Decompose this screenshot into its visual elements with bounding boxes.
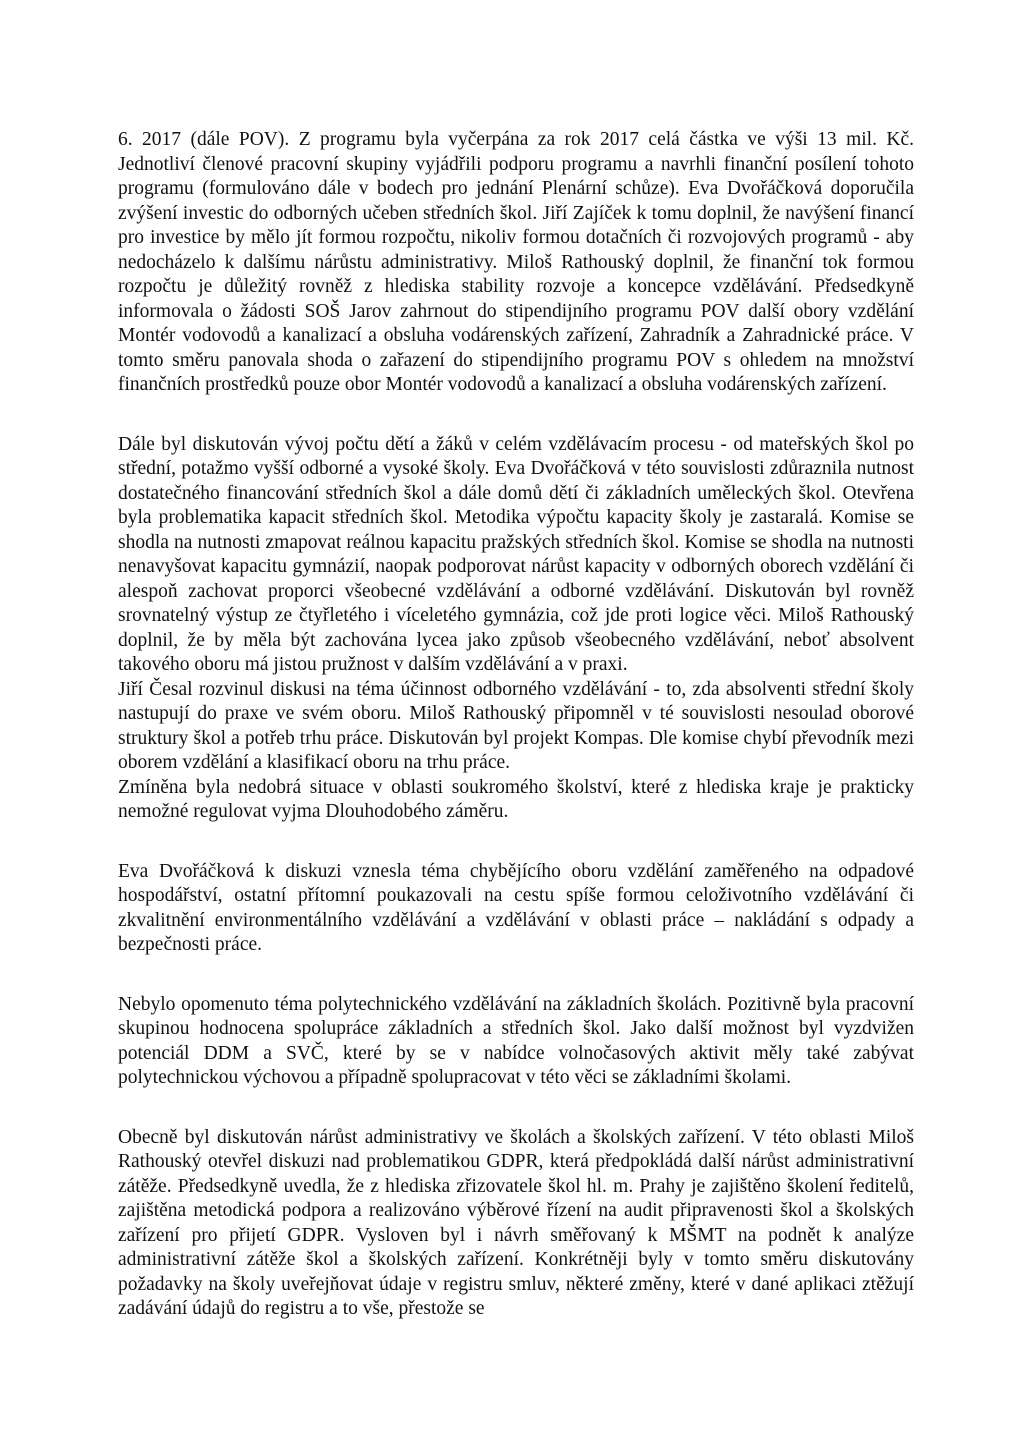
paragraph-polytechnic-education: Nebylo opomenuto téma polytechnického vzdělávání na základních školách. Pozitivně byla pracovní skupinou hodnocena spolupráce základních a středních škol. Jako další možnost byl vyzdvižen potenciál DDM a SVČ, které by se v nabídce volnočasových aktivit měly také zabývat polytechnickou výchovou a případně spolupracovat v této věci se základními školami.	[118, 993, 914, 1088]
paragraph-private-schools: Zmíněna byla nedobrá situace v oblasti soukromého školství, které z hlediska kraje je prakticky nemožné regulovat vyjma Dlouhodobého záměru.	[118, 776, 914, 822]
paragraph-student-numbers: Dále byl diskutován vývoj počtu dětí a žáků v celém vzdělávacím procesu - od mateřských škol po střední, potažmo vyšší odborné a vysoké školy. Eva Dvořáčková v této souvislosti zdůraznila nutnost dostatečného financování středních škol a dále domů dětí či základních uměleckých škol. Otevřena byla problematika kapacit středních škol. Metodika výpočtu kapacity školy je zastaralá. Komise se shodla na nutnosti zmapovat reálnou kapacitu pražských středních škol. Komise se shodla na nutnosti nenavyšovat kapacitu gymnázií, naopak podporovat nárůst kapacity v odborných oborech vzdělání či alespoň zachovat proporci všeobecné vzdělávání a odborné vzdělávání. Diskutován byl rovněž srovnatelný výstup ze čtyřletého i víceletého gymnázia, což jde proti logice věci. Miloš Rathouský doplnil, že by měla být zachována lycea jako způsob všeobecného vzdělávání, neboť absolvent takového oboru má jistou pružnost v dalším vzdělávání a v praxi.	[118, 433, 914, 675]
paragraph-administration-gdpr: Obecně byl diskutován nárůst administrativy ve školách a školských zařízení. V této oblasti Miloš Rathouský otevřel diskuzi nad problematikou GDPR, která předpokládá další nárůst administrativní zátěže. Předsedkyně uvedla, že z hlediska zřizovatele škol hl. m. Prahy je zajištěno školení ředitelů, zajištěna metodická podpora a realizováno výběrové řízení na audit připravenosti škol a školských zařízení pro přijetí GDPR. Vysloven byl i návrh směřovaný k MŠMT na podnět k analýze administrativní zátěže škol a školských zařízení. Konkrétněji byly v tomto směru diskutovány požadavky na školy uveřejňovat údaje v registru smluv, některé změny, které v dané aplikaci ztěžují zadávání údajů do registru a to vše, přestože se	[118, 1126, 914, 1319]
paragraph-vocational-effectiveness: Jiří Česal rozvinul diskusi na téma účinnost odborného vzdělávání - to, zda absolventi střední školy nastupují do praxe ve svém oboru. Miloš Rathouský připomněl v té souvislosti nesoulad oborové struktury škol a potřeb trhu práce. Diskutován byl projekt Kompas. Dle komise chybí převodník mezi oborem vzdělání a klasifikací oboru na trhu práce.	[118, 678, 914, 773]
paragraph-pov-program: 6. 2017 (dále POV). Z programu byla vyčerpána za rok 2017 celá částka ve výši 13 mil. Kč. Jednotliví členové pracovní skupiny vyjádřili podporu programu a navrhli finanční posílení tohoto programu (formulováno dále v bodech pro jednání Plenární schůze). Eva Dvořáčková doporučila zvýšení investic do odborných učeben středních škol. Jiří Zajíček k tomu doplnil, že navýšení financí pro investice by mělo jít formou rozpočtu, nikoliv formou dotačních či rozvojových programů - aby nedocházelo k dalšímu nárůstu administrativy. Miloš Rathouský doplnil, že finanční tok formou rozpočtu je důležitý rovněž z hlediska stability rozvoje a koncepce vzdělávání. Předsedkyně informovala o žádosti SOŠ Jarov zahrnout do stipendijního programu POV další obory vzdělání Montér vodovodů a kanalizací a obsluha vodárenských zařízení, Zahradník a Zahradnické práce. V tomto směru panovala shoda o zařazení do stipendijního programu POV s ohledem na množství finančních prostředků pouze obor Montér vodovodů a kanalizací a obsluha vodárenských zařízení.	[118, 129, 914, 395]
paragraph-waste-management: Eva Dvořáčková k diskuzi vznesla téma chybějícího oboru vzdělání zaměřeného na odpadové hospodářství, ostatní přítomní poukazovali na cestu spíše formou celoživotního vzdělávání či zkvalitnění environmentálního vzdělávání a vzdělávání v oblasti práce – nakládání s odpady a bezpečnosti práce.	[118, 860, 914, 955]
